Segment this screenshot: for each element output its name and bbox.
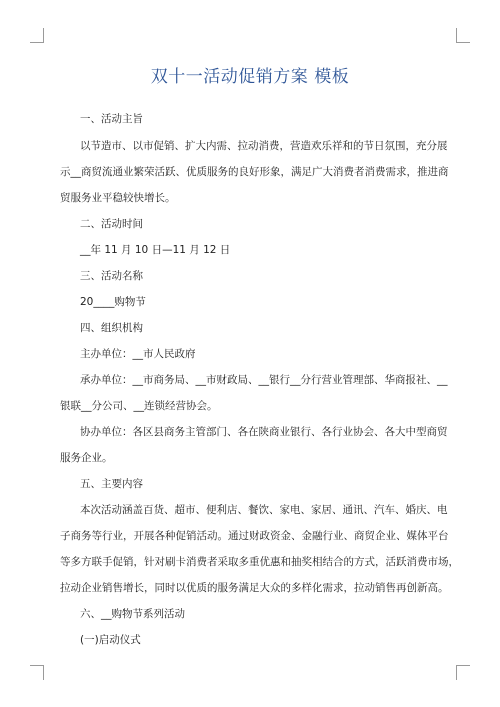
- crop-mark-top-right-v: [456, 28, 457, 43]
- paragraph-line: 20____购物节: [80, 296, 146, 308]
- section-heading: 五、主要内容: [80, 478, 143, 490]
- paragraph-line: 服务企业。: [60, 452, 113, 464]
- paragraph-line: 承办单位：__市商务局、__市财政局、__银行__分行营业管理部、华商报社、__: [80, 374, 448, 386]
- section-heading: 六、__购物节系列活动: [80, 608, 185, 620]
- paragraph-line: 示__商贸流通业繁荣活跃、优质服务的良好形象，满足广大消费者消费需求，推进商: [60, 166, 449, 178]
- section-heading: 四、组织机构: [80, 322, 143, 334]
- paragraph-line: 银联__分公司、__连锁经营协会。: [60, 400, 218, 412]
- paragraph-line: 主办单位：__市人民政府: [80, 348, 196, 360]
- paragraph-line: 贸服务业平稳较快增长。: [60, 192, 176, 204]
- sub-heading: (一)启动仪式: [80, 634, 141, 646]
- crop-mark-top-right-h: [456, 42, 470, 43]
- crop-mark-top-left-v: [43, 28, 44, 43]
- paragraph-line: 协办单位：各区县商务主管部门、各在陕商业银行、各行业协会、各大中型商贸: [80, 426, 448, 438]
- paragraph-line: 以节造市、以市促销、扩大内需、拉动消费，营造欢乐祥和的节日氛围，充分展: [80, 140, 448, 152]
- section-heading: 三、活动名称: [80, 270, 143, 282]
- paragraph-line: 子商务等行业，开展各种促销活动。通过财政资金、金融行业、商贸企业、媒体平台: [60, 530, 449, 542]
- crop-mark-bottom-right-v: [456, 665, 457, 680]
- crop-mark-top-left-h: [30, 42, 44, 43]
- paragraph-line: __年 11 月 10 日—11 月 12 日: [80, 244, 231, 256]
- paragraph-line: 本次活动涵盖百货、超市、便利店、餐饮、家电、家居、通讯、汽车、婚庆、电: [80, 504, 448, 516]
- crop-mark-bottom-right-h: [456, 665, 470, 666]
- crop-mark-bottom-left-h: [30, 665, 44, 666]
- paragraph-line: 等多方联手促销，针对刷卡消费者采取多重优惠和抽奖相结合的方式，活跃消费市场，: [60, 556, 459, 568]
- section-heading: 一、活动主旨: [80, 113, 143, 125]
- document-title: 双十一活动促销方案 模板: [150, 67, 350, 87]
- crop-mark-bottom-left-v: [43, 665, 44, 680]
- section-heading: 二、活动时间: [80, 218, 143, 230]
- paragraph-line: 拉动企业销售增长，同时以优质的服务满足大众的多样化需求，拉动销售再创新高。: [60, 582, 449, 594]
